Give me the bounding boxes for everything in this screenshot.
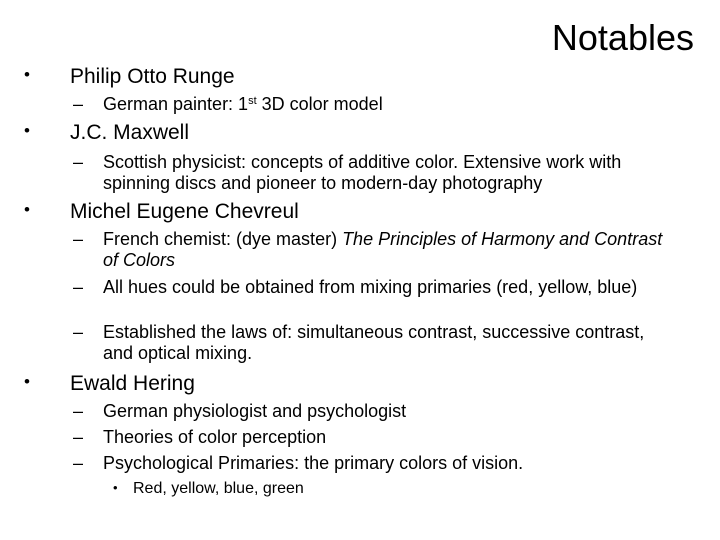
dash-mark: – [73, 453, 84, 473]
subbullet-text: German physiologist and psychologist [103, 401, 407, 421]
dash-mark: – [73, 401, 84, 421]
dash-mark: – [73, 277, 84, 297]
subbullet-text: Theories of color perception [103, 427, 327, 447]
bullet-label: Philip Otto Runge [70, 65, 235, 88]
bullet-label: Ewald Hering [70, 372, 195, 395]
dash-mark: – [73, 427, 84, 447]
book-title: The Principles of Harmony and Contrast of Colors [103, 229, 663, 270]
bullet-dot: • [24, 65, 30, 84]
subbullet-text: German painter: 1 [103, 94, 249, 114]
bullet-dot: • [113, 480, 118, 495]
bullet-label: Michel Eugene Chevreul [70, 200, 299, 223]
dash-mark: – [73, 152, 84, 172]
subbullet-text: Established the laws of: simultaneous contrast, successive contrast, and optical mixing. [103, 322, 645, 363]
bullet-dot: • [24, 372, 30, 391]
bullet-dot: • [24, 200, 30, 219]
slide-title: Notables [551, 17, 694, 58]
subbullet-text: Scottish physicist: concepts of additive color. Extensive work with spinning discs and pioneer to modern-day photography [103, 152, 622, 193]
subbullet-text: All hues could be obtained from mixing primaries (red, yellow, blue) [103, 277, 638, 297]
subbullet-text: French chemist: (dye master) [103, 229, 343, 249]
dash-mark: – [73, 229, 84, 249]
subbullet-text: Psychological Primaries: the primary colors of vision. [103, 453, 524, 473]
dash-mark: – [73, 322, 84, 342]
bullet-label: J.C. Maxwell [70, 121, 190, 144]
subbullet-text-cont: 3D color model [256, 94, 383, 114]
superscript: st [248, 95, 257, 107]
dash-mark: – [73, 94, 84, 114]
subsubbullet-text: Red, yellow, blue, green [133, 480, 304, 497]
bullet-dot: • [24, 121, 30, 140]
